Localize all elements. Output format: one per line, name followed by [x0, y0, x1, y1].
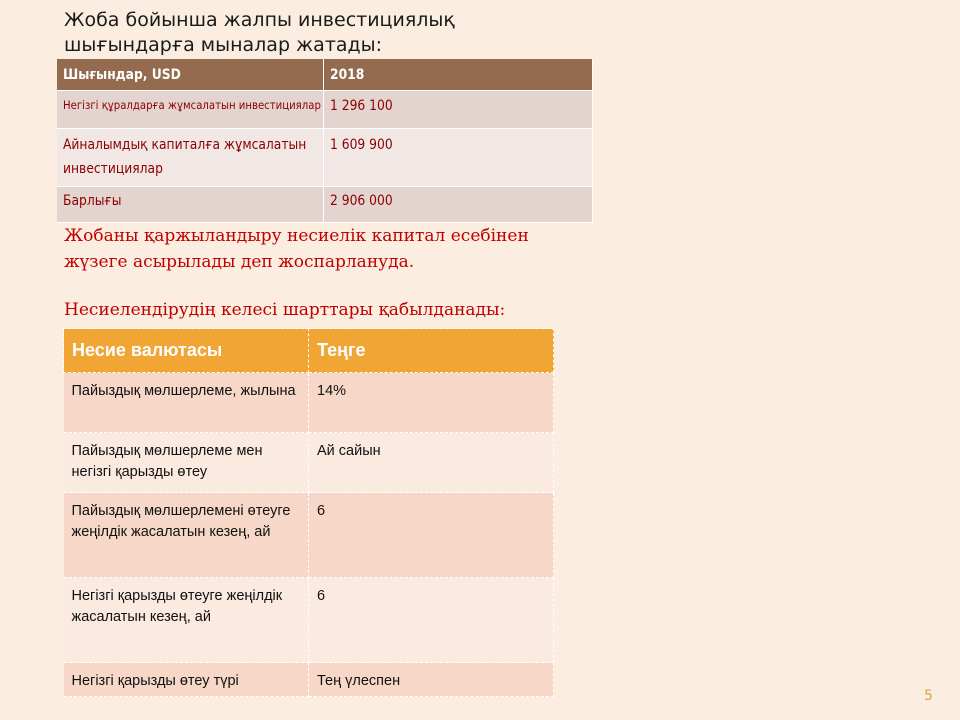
credit-row-label: Пайыздық мөлшерлеме, жылына [64, 373, 309, 433]
table-row [64, 663, 554, 697]
credit-header-tenge: Теңге [309, 329, 554, 373]
financing-line-2: жүзеге асырылады деп жоспарлануда. [64, 252, 415, 272]
table-row [57, 187, 592, 223]
investment-row-label: Негізгі құралдарға жұмсалатын инвестициялар [57, 91, 323, 129]
heading-line-2: шығындарға мыналар жатады: [64, 34, 383, 56]
page-number: 5 [924, 688, 933, 704]
credit-row-label: Пайыздық мөлшерлеме мен негізгі қарызды өтеу [64, 433, 309, 493]
credit-row-label: Пайыздық мөлшерлемені өтеуге жеңілдік жасалатын кезең, ай [64, 493, 309, 578]
credit-row-value: Ай сайын [309, 433, 554, 493]
financing-line-1: Жобаны қаржыландыру несиелік капитал есебінен [64, 226, 529, 246]
investment-header-expenses: Шығындар, USD [57, 59, 323, 91]
credit-row-value: 14% [309, 373, 554, 433]
investment-row-label: Айналымдық капиталға жұмсалатын инвестициялар [57, 129, 323, 187]
credit-table-header-row [64, 329, 554, 373]
table-row [64, 578, 554, 663]
investment-table-header-row [57, 59, 592, 91]
investment-row-value: 1 296 100 [323, 91, 592, 129]
investment-row-value: 2 906 000 [323, 187, 592, 223]
financing-paragraph [64, 223, 564, 275]
table-row [57, 91, 592, 129]
credit-row-label: Негізгі қарызды өтеуге жеңілдік жасалатын кезең, ай [64, 578, 309, 663]
conditions-intro: Несиелендірудің келесі шарттары қабылданады: [64, 300, 506, 320]
credit-row-label: Негізгі қарызды өтеу түрі [64, 663, 309, 697]
slide-heading [64, 8, 524, 58]
credit-row-value: Тең үлеспен [309, 663, 554, 697]
table-row [64, 373, 554, 433]
investment-header-year: 2018 [323, 59, 592, 91]
credit-header-currency: Несие валютасы [64, 329, 309, 373]
credit-row-value: 6 [309, 578, 554, 663]
heading-line-1: Жоба бойынша жалпы инвестициялық [64, 9, 455, 31]
investment-table [57, 59, 593, 223]
investment-row-value: 1 609 900 [323, 129, 592, 187]
credit-terms-table [63, 328, 554, 697]
credit-row-value: 6 [309, 493, 554, 578]
investment-row-label: Барлығы [57, 187, 323, 223]
table-row [57, 129, 592, 187]
table-row [64, 433, 554, 493]
table-row [64, 493, 554, 578]
